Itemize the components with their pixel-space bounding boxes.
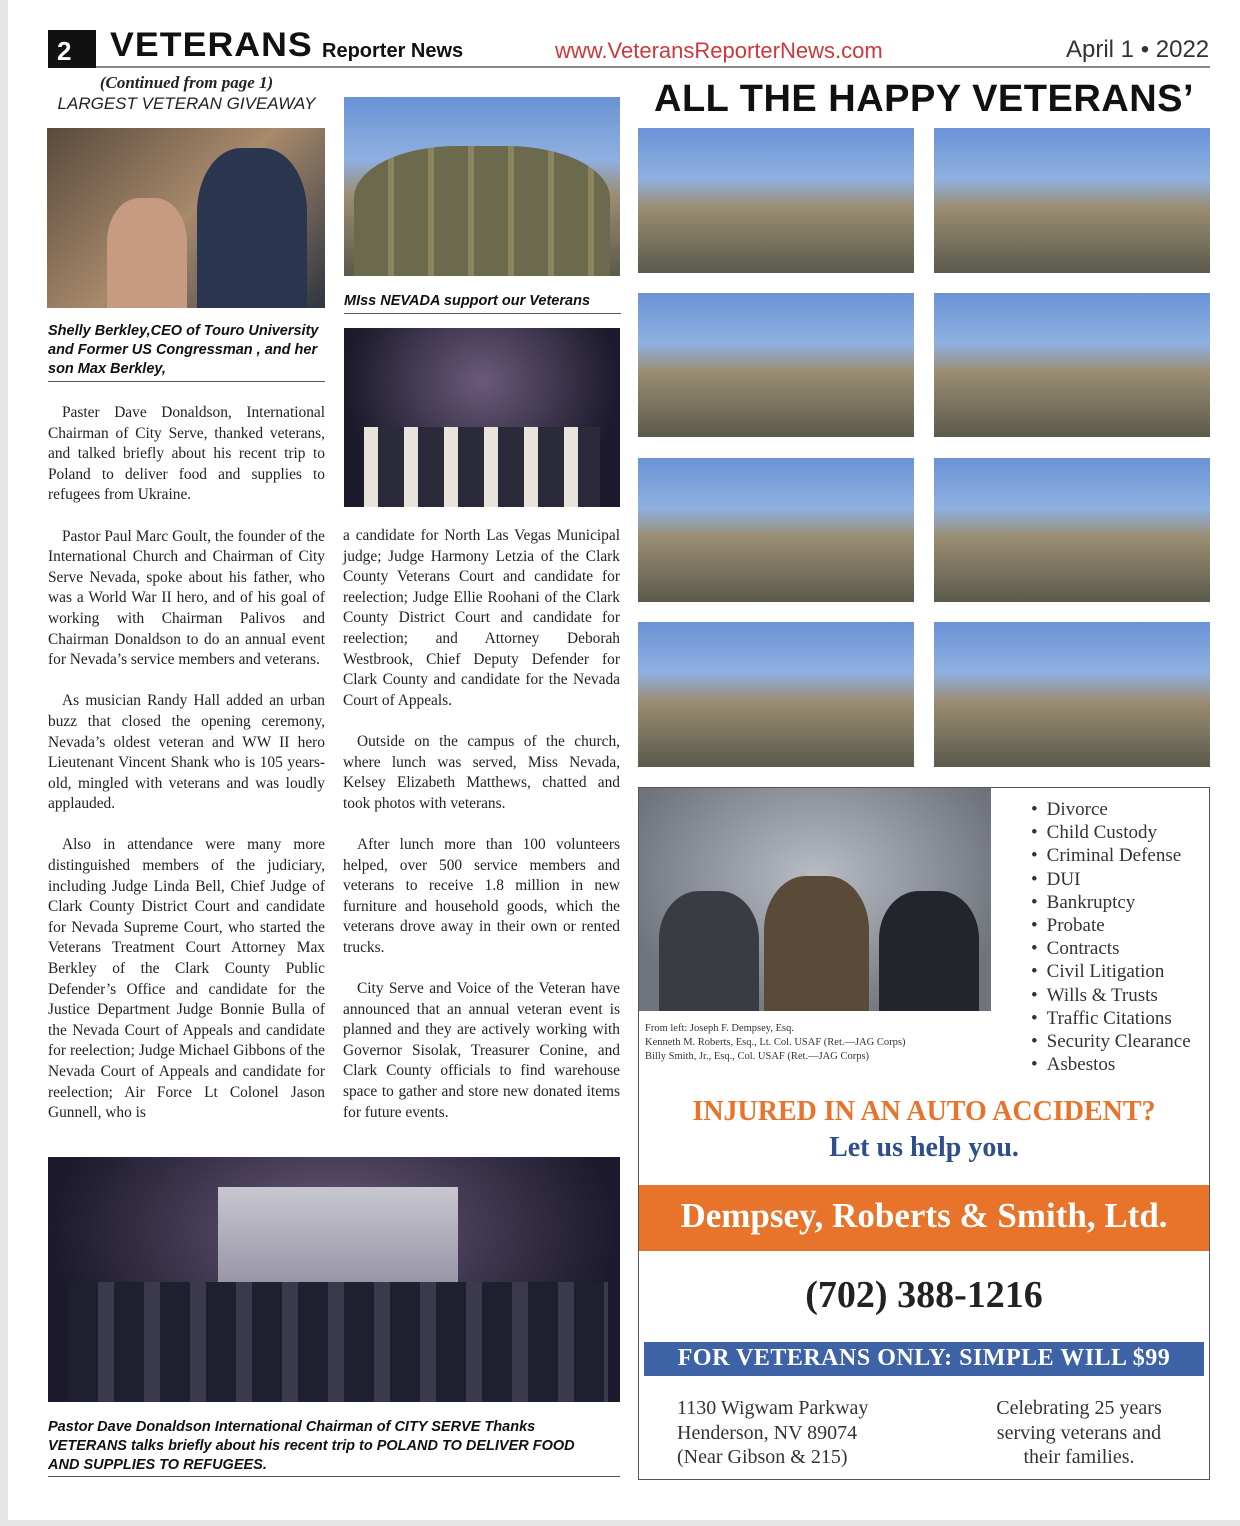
gallery-photo-3: [638, 293, 914, 437]
ad-subhead: Let us help you.: [829, 1132, 1019, 1163]
divider: [344, 313, 621, 314]
ad-headline: INJURED IN AN AUTO ACCIDENT?: [692, 1096, 1156, 1127]
law-firm-ad: [638, 787, 1210, 1480]
photo-color-guard: [344, 328, 620, 507]
masthead: VETERANS: [110, 26, 313, 64]
article-column-left: Paster Dave Donaldson, International Chairman of City Serve, thanked veterans, and talked briefly about his recent trip to Poland to deliver food and supplies to refugees from Ukraine. Pastor Paul Marc Goult, the founder of the International Church and Chairman of City Serve Nevada, spoke about his father, who was a World War II hero, and of his goal of working with Chairman Palivos and Chairman Donaldson to do an annual event for Nevada’s service members and veterans. As musician Randy Hall added an urban buzz that closed the opening ceremony, Nevada’s oldest veteran and WW II hero Lieutenant Vincent Shank who is 105 years-old, mingled with veterans and was loudly applauded. Also in attendance were many more distinguished members of the judiciary, including Judge Linda Bell, Chief Judge of Clark County District Court and candidate for Nevada Supreme Court, who started the Veterans Treatment Court Attorney Max Berkley of the Clark County Public Defender’s Office and candidate for the Justice Department Judge Bonnie Bulla of the Nevada Court of Appeals and candidate for reelection; Judge Michael Gibbons of the Nevada Court of Appeals and candidate for reelection; Air Force Lt Colonel Jason Gunnell, who is: [48, 404, 325, 1122]
photo-miss-nevada: [344, 97, 620, 276]
gallery-photo-7: [638, 622, 914, 767]
article-column-middle: a candidate for North Las Vegas Municipal judge; Judge Harmony Letzia of the Clark County Veterans Court and candidate for reelection; Judge Ellie Roohani of the Clark County District Court and candidate for reelection; and Attorney Deborah Westbrook, Chief Deputy Defender for Clark County and candidate for the Nevada Court of Appeals. Outside on the campus of the church, where lunch was served, Miss Nevada, Kelsey Elizabeth Matthews, chatted and took photos with veterans. After lunch more than 100 volunteers helped, over 500 service members and veterans to receive 1.8 million in new furniture and household goods, which the veterans drove away in their own or rented trucks. City Serve and Voice of the Veteran have announced that an annual veteran event is planned and they are actively working with Governor Sisolak, Treasurer Conine, and Clark County officials to find warehouse space to gather and store new donated items for future events.: [343, 527, 620, 1121]
divider: [48, 1476, 620, 1477]
ad-address: 1130 Wigwam Parkway Henderson, NV 89074 (Near Gibson & 215): [677, 1397, 869, 1468]
gallery-photo-4: [934, 293, 1210, 437]
article-kicker: LARGEST VETERAN GIVEAWAY: [57, 94, 316, 113]
page-edge: [0, 0, 8, 1526]
gallery-photo-5: [638, 458, 914, 602]
gallery-photo-8: [934, 622, 1210, 767]
caption-bottom: Pastor Dave Donaldson International Chairman of CITY SERVE Thanks VETERANS talks briefly about his recent trip to POLAND TO DELIVER FOOD AND SUPPLIES TO REFUGEES.: [48, 1419, 575, 1473]
ad-services-list: • Divorce • Child Custody • Criminal Defense • DUI • Bankruptcy • Probate • Contracts • Civil Litigation • Wills & Trusts • Traffic Citations • Security Clearance • Asbestos: [1031, 798, 1191, 1076]
page-bottom-edge: [0, 1520, 1240, 1526]
photo-berkley: [47, 128, 325, 308]
caption-miss-nevada: MIss NEVADA support our Veterans: [344, 293, 591, 309]
continued-note: (Continued from page 1): [99, 73, 274, 92]
gallery-photo-2: [934, 128, 1210, 273]
gallery-photo-6: [934, 458, 1210, 602]
ad-offer: FOR VETERANS ONLY: SIMPLE WILL $99: [644, 1342, 1204, 1376]
ad-attorneys-photo: [639, 788, 991, 1011]
gallery-photo-1: [638, 128, 914, 273]
caption-berkley: Shelly Berkley,CEO of Touro University and Former US Congressman , and her son Max Berkley,: [48, 323, 319, 377]
ad-firm-name: Dempsey, Roberts & Smith, Ltd.: [639, 1185, 1209, 1251]
ad-phone: (702) 388-1216: [805, 1274, 1043, 1316]
page-number: 2: [48, 30, 96, 68]
header-rule: [96, 66, 1210, 68]
ad-tagline: Celebrating 25 years serving veterans and their families.: [996, 1397, 1162, 1468]
ad-photo-caption: From left: Joseph F. Dempsey, Esq. Kenneth M. Roberts, Esq., Lt. Col. USAF (Ret.—JAG Corps) Billy Smith, Jr., Esq., Col. USAF (Ret.—JAG Corps): [645, 1023, 906, 1062]
gallery-title: ALL THE HAPPY VETERANS’: [654, 78, 1195, 120]
website-url[interactable]: www.VeteransReporterNews.com: [555, 38, 883, 63]
divider: [48, 381, 325, 382]
masthead-sub: Reporter News: [322, 40, 464, 62]
issue-date: April 1 • 2022: [1066, 36, 1210, 63]
photo-city-serve-stage: [48, 1157, 620, 1402]
